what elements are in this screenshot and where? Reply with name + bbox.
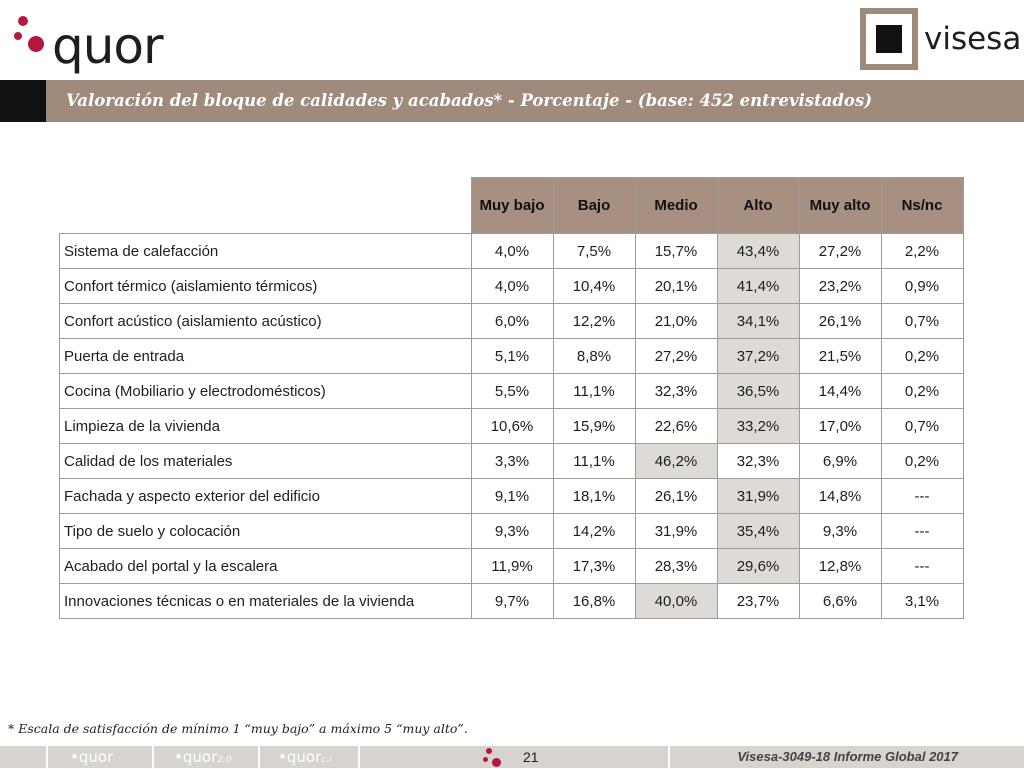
- value-cell: 23,2%: [799, 269, 881, 304]
- header-blank-cell: [60, 178, 472, 234]
- column-header: Muy alto: [799, 178, 881, 234]
- value-cell: 15,9%: [553, 409, 635, 444]
- value-cell: 40,0%: [635, 584, 717, 619]
- value-cell: 3,1%: [881, 584, 963, 619]
- column-header: Ns/nc: [881, 178, 963, 234]
- table-header-row: [60, 178, 964, 234]
- footer-brand-dots-icon: •: [70, 748, 79, 766]
- value-cell: ---: [881, 514, 963, 549]
- column-header: Alto: [717, 178, 799, 234]
- value-cell: 0,7%: [881, 304, 963, 339]
- row-label: Fachada y aspecto exterior del edificio: [60, 479, 472, 514]
- row-label: Acabado del portal y la escalera: [60, 549, 472, 584]
- value-cell: 22,6%: [635, 409, 717, 444]
- row-label: Confort térmico (aislamiento térmicos): [60, 269, 472, 304]
- value-cell: 21,0%: [635, 304, 717, 339]
- value-cell: 0,9%: [881, 269, 963, 304]
- value-cell: 32,3%: [635, 374, 717, 409]
- row-label: Cocina (Mobiliario y electrodomésticos): [60, 374, 472, 409]
- visesa-logo: [860, 8, 1022, 72]
- value-cell: 14,2%: [553, 514, 635, 549]
- value-cell: 4,0%: [471, 234, 553, 269]
- value-cell: 29,6%: [717, 549, 799, 584]
- value-cell: 37,2%: [717, 339, 799, 374]
- table-row: [60, 339, 964, 374]
- value-cell: 0,2%: [881, 444, 963, 479]
- visesa-logo-text: visesa: [924, 21, 1022, 57]
- value-cell: 26,1%: [799, 304, 881, 339]
- value-cell: 43,4%: [717, 234, 799, 269]
- value-cell: 4,0%: [471, 269, 553, 304]
- value-cell: 18,1%: [553, 479, 635, 514]
- quor-dots-icon: [14, 12, 54, 62]
- table-row: [60, 409, 964, 444]
- row-label: Puerta de entrada: [60, 339, 472, 374]
- table-row: [60, 304, 964, 339]
- value-cell: 9,7%: [471, 584, 553, 619]
- value-cell: 0,2%: [881, 374, 963, 409]
- value-cell: 7,5%: [553, 234, 635, 269]
- footer-reference: Visesa-3049-18 Informe Global 2017: [737, 749, 958, 764]
- value-cell: 21,5%: [799, 339, 881, 374]
- footer-brand-quor-ci: •quorc.i: [278, 748, 332, 766]
- value-cell: 11,1%: [553, 444, 635, 479]
- value-cell: ---: [881, 479, 963, 514]
- ratings-table: [59, 177, 964, 619]
- value-cell: 31,9%: [635, 514, 717, 549]
- row-label: Tipo de suelo y colocación: [60, 514, 472, 549]
- column-header: Medio: [635, 178, 717, 234]
- value-cell: 9,1%: [471, 479, 553, 514]
- value-cell: ---: [881, 549, 963, 584]
- table-row: [60, 269, 964, 304]
- row-label: Calidad de los materiales: [60, 444, 472, 479]
- value-cell: 26,1%: [635, 479, 717, 514]
- column-header: Bajo: [553, 178, 635, 234]
- footer: [0, 746, 1024, 768]
- value-cell: 3,3%: [471, 444, 553, 479]
- quor-logo: [14, 12, 204, 74]
- value-cell: 12,2%: [553, 304, 635, 339]
- title-bar: [46, 80, 1024, 122]
- table-row: [60, 549, 964, 584]
- value-cell: 28,3%: [635, 549, 717, 584]
- page-title: Valoración del bloque de calidades y acabados* - Porcentaje - (base: 452 entrevistados): [66, 91, 873, 110]
- row-label: Innovaciones técnicas o en materiales de la vivienda: [60, 584, 472, 619]
- value-cell: 0,2%: [881, 339, 963, 374]
- title-bar-accent: [0, 80, 46, 122]
- table-row: [60, 479, 964, 514]
- value-cell: 12,8%: [799, 549, 881, 584]
- value-cell: 27,2%: [635, 339, 717, 374]
- column-header: Muy bajo: [471, 178, 553, 234]
- value-cell: 9,3%: [799, 514, 881, 549]
- table-row: [60, 514, 964, 549]
- value-cell: 36,5%: [717, 374, 799, 409]
- value-cell: 11,9%: [471, 549, 553, 584]
- value-cell: 27,2%: [799, 234, 881, 269]
- value-cell: 8,8%: [553, 339, 635, 374]
- row-label: Sistema de calefacción: [60, 234, 472, 269]
- value-cell: 16,8%: [553, 584, 635, 619]
- footer-brand-quor: •quor: [70, 748, 114, 766]
- value-cell: 6,6%: [799, 584, 881, 619]
- value-cell: 33,2%: [717, 409, 799, 444]
- table-body: [60, 234, 964, 619]
- page-number: 21: [523, 749, 539, 765]
- table-row: [60, 584, 964, 619]
- footer-brand-dots-icon: •: [278, 748, 287, 766]
- value-cell: 10,4%: [553, 269, 635, 304]
- value-cell: 35,4%: [717, 514, 799, 549]
- value-cell: 6,9%: [799, 444, 881, 479]
- footer-brand-quor-2: •quor2.0: [174, 748, 232, 766]
- value-cell: 14,4%: [799, 374, 881, 409]
- value-cell: 15,7%: [635, 234, 717, 269]
- table-row: [60, 444, 964, 479]
- value-cell: 31,9%: [717, 479, 799, 514]
- value-cell: 5,1%: [471, 339, 553, 374]
- row-label: Limpieza de la vivienda: [60, 409, 472, 444]
- value-cell: 20,1%: [635, 269, 717, 304]
- value-cell: 10,6%: [471, 409, 553, 444]
- table-row: [60, 374, 964, 409]
- value-cell: 6,0%: [471, 304, 553, 339]
- value-cell: 0,7%: [881, 409, 963, 444]
- value-cell: 41,4%: [717, 269, 799, 304]
- value-cell: 14,8%: [799, 479, 881, 514]
- value-cell: 34,1%: [717, 304, 799, 339]
- quor-dots-icon: [483, 746, 503, 768]
- value-cell: 23,7%: [717, 584, 799, 619]
- footer-brand-dots-icon: •: [174, 748, 183, 766]
- visesa-square-icon: [860, 8, 918, 70]
- value-cell: 17,0%: [799, 409, 881, 444]
- value-cell: 9,3%: [471, 514, 553, 549]
- value-cell: 11,1%: [553, 374, 635, 409]
- value-cell: 5,5%: [471, 374, 553, 409]
- footnote: * Escala de satisfacción de mínimo 1 “muy bajo” a máximo 5 “muy alto”.: [8, 721, 468, 736]
- value-cell: 32,3%: [717, 444, 799, 479]
- row-label: Confort acústico (aislamiento acústico): [60, 304, 472, 339]
- quor-logo-text: quor: [52, 17, 163, 75]
- value-cell: 2,2%: [881, 234, 963, 269]
- value-cell: 17,3%: [553, 549, 635, 584]
- table-row: [60, 234, 964, 269]
- value-cell: 46,2%: [635, 444, 717, 479]
